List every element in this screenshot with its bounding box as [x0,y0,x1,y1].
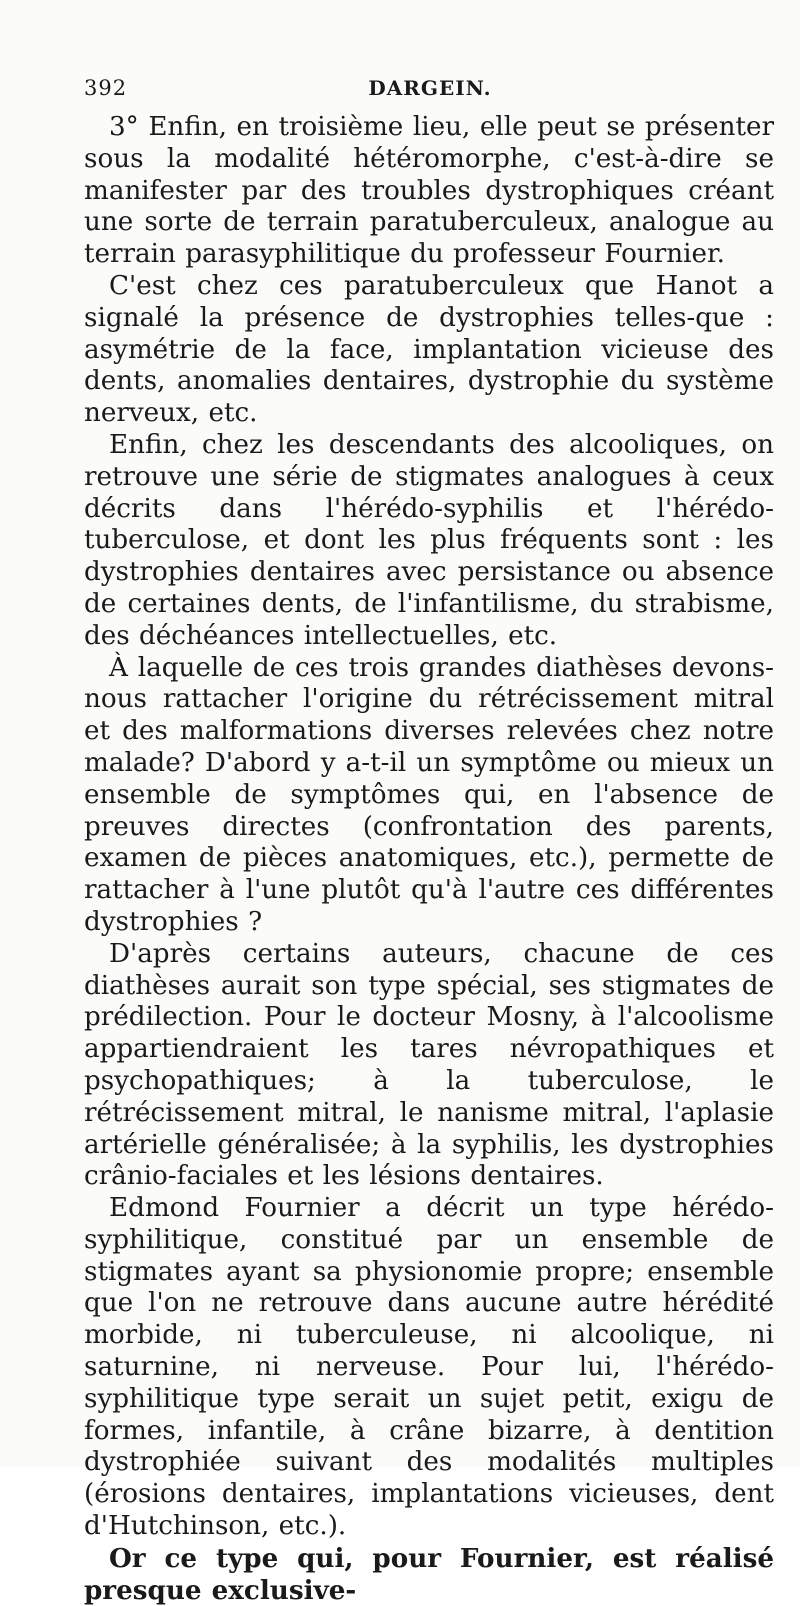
paragraph-continuation: Or ce type qui, pour Fournier, est réalisé presque exclusive- [84,1542,774,1606]
page-header [84,76,776,106]
paragraph-alcooliques: Enfin, chez les descendants des alcooliques, on retrouve une série de stigmates analogues à ceux décrits dans l'hérédo-syphilis et l'hérédo-tuberculose, et dont les plus fréquents sont : les dystrophies dentaires avec persistance ou absence de certaines dents, de l'infantilisme, du strabisme, des déchéances intellectuelles, etc. [84,429,774,651]
paragraph-question: À laquelle de ces trois grandes diathèses devons-nous rattacher l'origine du rétrécissement mitral et des malformations diverses relevées chez notre malade? D'abord y a-t-il un symptôme ou mieux un ensemble de symptômes qui, en l'absence de preuves directes (confrontation des parents, examen de pièces anatomiques, etc.), permette de rattacher à l'une plutôt qu'à l'autre ces différentes dystrophies ? [84,652,774,937]
paragraph-paratuberculeux: C'est chez ces paratuberculeux que Hanot a signalé la présence de dystrophies telles-que : asymétrie de la face, implantation vicieuse des dents, anomalies dentaires, dystrophie du système nerveux, etc. [84,270,774,429]
paragraph-heteromorphe: 3° Enfin, en troisième lieu, elle peut se présenter sous la modalité hétéromorphe, c'est-à-dire se manifester par des troubles dystrophiques créant une sorte de terrain paratuberculeux, analogue au terrain parasyphilitique du professeur Fournier. [84,112,774,270]
running-head: DARGEIN. [368,76,492,100]
page-number: 392 [84,76,128,100]
body-text [84,112,774,1606]
paragraph-auteurs: D'après certains auteurs, chacune de ces diathèses aurait son type spécial, ses stigmates de prédilection. Pour le docteur Mosny, à l'alcoolisme appartiendraient les tares névropathiques et psychopathiques; à la tuberculose, le rétrécissement mitral, le nanisme mitral, l'aplasie artérielle généralisée; à la syphilis, les dystrophies crânio-faciales et les lésions dentaires. [84,938,774,1192]
paragraph-fournier: Edmond Fournier a décrit un type hérédo-syphilitique, constitué par un ensemble de stigmates ayant sa physionomie propre; ensemble que l'on ne retrouve dans aucune autre hérédité morbide, ni tuberculeuse, ni alcoolique, ni saturnine, ni nerveuse. Pour lui, l'hérédo-syphilitique type serait un sujet petit, exigu de formes, infantile, à crâne bizarre, à dentition dystrophiée suivant des modalités multiples (érosions dentaires, implantations vicieuses, dent d'Hutchinson, etc.). [84,1193,774,1542]
